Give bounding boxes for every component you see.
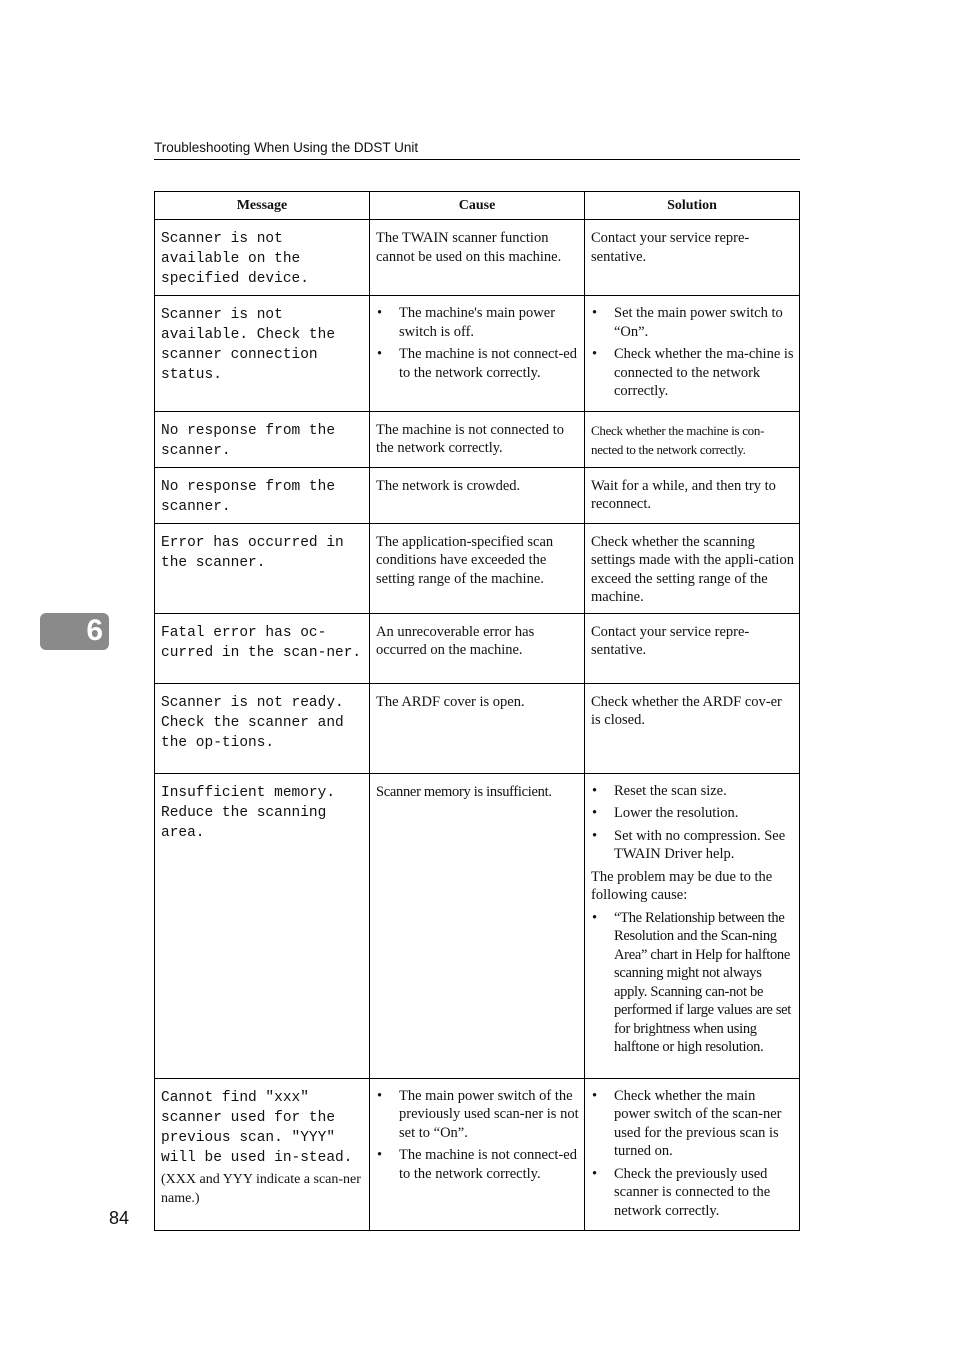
solution-cell <box>585 523 800 613</box>
message-cell <box>155 220 370 296</box>
list-item: • The machine is not connect-ed to the network correctly. <box>376 345 580 382</box>
message-text: Scanner is not available. Check the scanner connection status. <box>161 307 336 383</box>
message-text: Error has occurred in the scanner. <box>161 534 344 571</box>
solution-text: Check whether the ARDF cov-er is closed. <box>591 693 782 728</box>
message-cell <box>155 411 370 467</box>
table-row <box>155 220 800 296</box>
solution-text: Check whether the scanning settings made with the appli-cation exceed the setting range of the machine. <box>591 533 794 605</box>
message-text: Fatal error has oc-curred in the scan-ner. <box>161 624 362 661</box>
column-header-solution: Solution <box>585 192 800 220</box>
message-note: (XXX and YYY indicate a scan-ner name.) <box>161 1171 361 1206</box>
message-text: Cannot find "xxx" scanner used for the previous scan. "YYY" will be used in-stead. <box>161 1089 353 1166</box>
list-item: • Check the previously used scanner is connected to the network correctly. <box>591 1165 795 1221</box>
list-item: • The main power switch of the previously used scan-ner is not set to “On”. <box>376 1087 580 1143</box>
running-header: Troubleshooting When Using the DDST Unit <box>154 138 800 160</box>
table-header-row <box>155 192 800 220</box>
list-item: • Reset the scan size. <box>591 782 795 801</box>
solution-cell <box>585 296 800 412</box>
list-item: • Set the main power switch to “On”. <box>591 304 795 341</box>
solution-list-secondary <box>585 905 799 1067</box>
list-item: • “The Relationship between the Resolution and the Scan-ning Area” chart in Help for halftone scanning might not always apply. Scanning can-not be performed if large values are set for brightness when using halftone or high resolution. <box>591 909 795 1057</box>
cause-cell <box>370 1078 585 1231</box>
table-row <box>155 523 800 613</box>
solution-text: Check whether the machine is con-nected to the network correctly. <box>591 422 765 457</box>
message-cell <box>155 296 370 412</box>
message-text: Insufficient memory. Reduce the scanning area. <box>161 784 336 841</box>
message-text: No response from the scanner. <box>161 422 336 459</box>
cause-cell <box>370 613 585 683</box>
cause-text: The application-specified scan conditions have exceeded the setting range of the machine. <box>376 533 554 587</box>
table-row <box>155 296 800 412</box>
list-item: • Set with no compression. See TWAIN Driver help. <box>591 827 795 864</box>
solution-text: Contact your service repre-sentative. <box>591 623 750 658</box>
table-row <box>155 683 800 773</box>
cause-text: An unrecoverable error has occurred on the machine. <box>376 623 535 658</box>
message-cell <box>155 613 370 683</box>
cause-text: The network is crowded. <box>376 477 521 494</box>
table-row <box>155 773 800 1078</box>
cause-cell <box>370 773 585 1078</box>
error-message-table <box>154 191 800 1231</box>
solution-cell <box>585 683 800 773</box>
solution-list <box>585 1079 799 1231</box>
cause-list <box>370 296 584 392</box>
solution-list <box>585 774 799 864</box>
cause-cell <box>370 296 585 412</box>
solution-cell <box>585 773 800 1078</box>
cause-list <box>370 1079 584 1194</box>
page-number: 84 <box>109 1208 130 1228</box>
column-header-message: Message <box>155 192 370 220</box>
chapter-tab <box>40 613 109 650</box>
solution-cell <box>585 1078 800 1231</box>
cause-cell <box>370 467 585 523</box>
list-item: • The machine's main power switch is off. <box>376 304 580 341</box>
cause-cell <box>370 220 585 296</box>
cause-cell <box>370 411 585 467</box>
list-item: • Lower the resolution. <box>591 804 795 823</box>
cause-text: The TWAIN scanner function cannot be used on this machine. <box>376 230 562 265</box>
message-text: Scanner is not available on the specified device. <box>161 231 309 287</box>
list-item: • Check whether the ma-chine is connected to the network correctly. <box>591 345 795 401</box>
table-row <box>155 467 800 523</box>
column-header-cause: Cause <box>370 192 585 220</box>
solution-list <box>585 296 799 411</box>
message-text: Scanner is not ready. Check the scanner and the op-tions. <box>161 694 344 751</box>
cause-cell <box>370 523 585 613</box>
table-row <box>155 411 800 467</box>
solution-paragraph: The problem may be due to the following cause: <box>591 868 773 903</box>
solution-cell <box>585 613 800 683</box>
cause-text: Scanner memory is insufficient. <box>376 783 552 800</box>
message-cell <box>155 523 370 613</box>
message-cell <box>155 467 370 523</box>
message-cell <box>155 1078 370 1231</box>
table-row <box>155 613 800 683</box>
cause-text: The machine is not connected to the network correctly. <box>376 421 565 456</box>
solution-text: Contact your service repre-sentative. <box>591 230 750 265</box>
cause-cell <box>370 683 585 773</box>
message-cell <box>155 683 370 773</box>
solution-cell <box>585 411 800 467</box>
list-item: • Check whether the main power switch of the scan-ner used for the previous scan is turned on. <box>591 1087 795 1161</box>
message-text: No response from the scanner. <box>161 478 336 515</box>
message-cell <box>155 773 370 1078</box>
chapter-number: 6 <box>86 614 103 647</box>
table-row <box>155 1078 800 1231</box>
solution-cell <box>585 220 800 296</box>
solution-cell <box>585 467 800 523</box>
cause-text: The ARDF cover is open. <box>376 693 525 710</box>
solution-text: Wait for a while, and then try to reconnect. <box>591 477 776 512</box>
list-item: • The machine is not connect-ed to the network correctly. <box>376 1146 580 1183</box>
